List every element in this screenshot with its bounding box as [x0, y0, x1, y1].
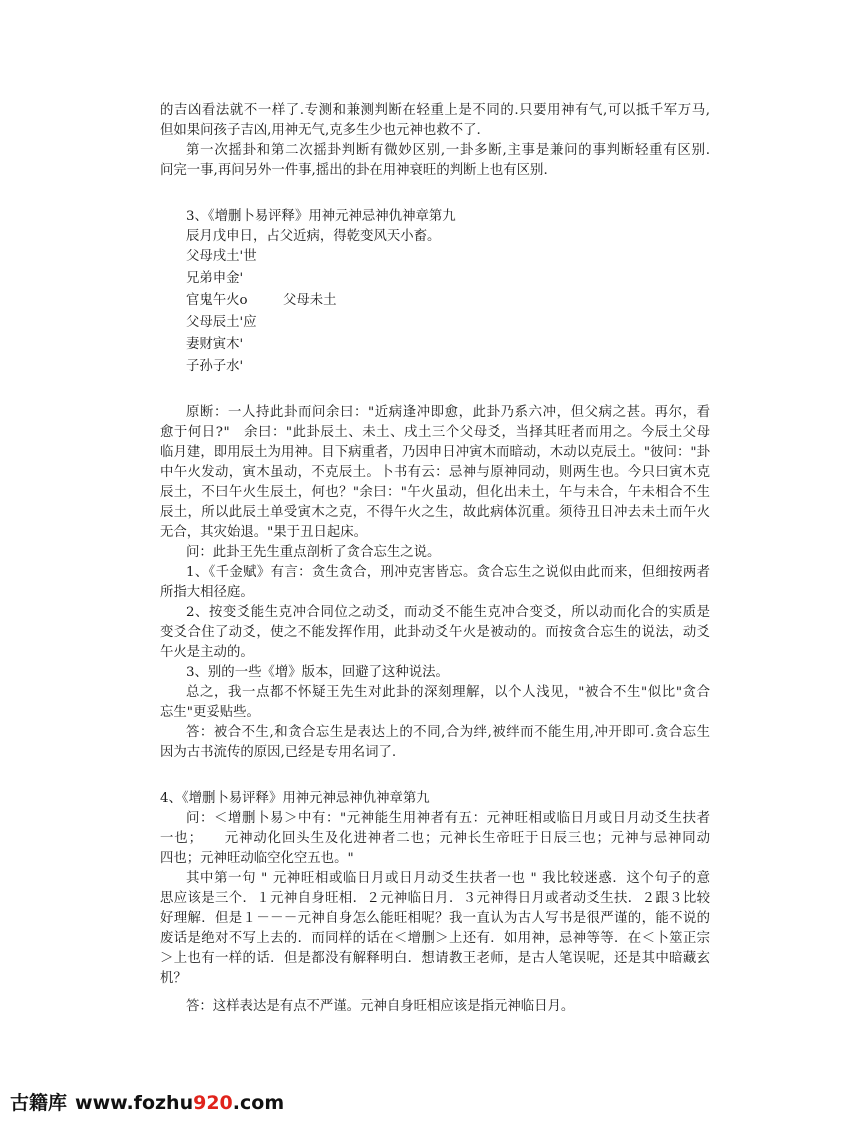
text-line: 四也；元神旺动临空化空五也。" — [160, 851, 354, 866]
footer-watermark — [10, 1088, 284, 1115]
site-name: 古籍库 — [10, 1092, 68, 1114]
text-line: 3、《增删卜易评释》用神元神忌神仇神章第九 — [186, 209, 456, 224]
text-line: 第一次摇卦和第二次摇卦判断有微妙区别,一卦多断,主事是兼问的事判断轻重有区别. — [186, 143, 711, 158]
text-line: 好理解．但是１－－－元神自身怎么能旺相呢？我一直认为古人写书是很严谨的，能不说的 — [160, 911, 711, 926]
text-line: 答：被合不生,和贪合忘生是表达上的不同,合为绊,被绊而不能生用,冲开即可.贪合忘生 — [186, 725, 711, 740]
text-line: 忘生"更妥贴些。 — [160, 705, 260, 720]
text-line: 临月建，即用辰土为用神。目下病重者，乃因申日冲寅木而暗动，木动以克辰土。"彼问："卦 — [160, 445, 711, 460]
text-line: 子孙子水' — [186, 359, 244, 374]
site-url: www.fozhu920.com — [75, 1092, 285, 1114]
text-line: 所指大相径庭。 — [160, 585, 254, 600]
text-line: 妻财寅木' — [186, 337, 244, 352]
text-line: 变爻合住了动爻，使之不能发挥作用，此卦动爻午火是被动的。而按贪合忘生的说法，动爻 — [160, 625, 711, 640]
text-line: 官鬼午火o — [186, 293, 248, 308]
text-line: 无合，其灾始退。"果于丑日起床。 — [160, 525, 368, 540]
text-line: 问：＜增删卜易＞中有："元神能生用神者有五：元神旺相或临日月或日月动爻生扶者 — [186, 811, 711, 826]
text-line: 机？ — [160, 971, 187, 986]
text-line: 父母未土 — [283, 293, 337, 308]
text-line: 其中第一句 " 元神旺相或临日月或日月动爻生扶者一也 " 我比较迷惑．这个句子的意 — [186, 871, 711, 886]
text-line: 3、别的一些《增》版本，回避了这种说法。 — [186, 665, 449, 680]
text-line: 4、《增删卜易评释》用神元神忌神仇神章第九 — [160, 791, 430, 806]
text-line: 2、按变爻能生克冲合同位之动爻，而动爻不能生克冲合变爻，所以动而化合的实质是 — [186, 605, 711, 620]
text-line: 父母戌土'世 — [186, 249, 257, 264]
text-line: 但如果问孩子吉凶,用神无气,克多生少也元神也救不了. — [160, 123, 481, 138]
text-line: 父母辰土'应 — [186, 315, 257, 330]
text-line: 原断：一人持此卦而问余曰："近病逢冲即愈，此卦乃系六冲，但父病之甚。再尔，看 — [186, 405, 711, 420]
text-line: 午火是主动的。 — [160, 645, 254, 660]
text-line: 辰土，所以此辰土单受寅木之克，不得午火之生，故此病体沉重。须待丑日冲去未土而午火 — [160, 505, 711, 520]
text-line: 思应该是三个．１元神自身旺相．２元神临日月．３元神得日月或者动爻生扶．２跟３比较 — [160, 891, 711, 906]
text-line: 总之，我一点都不怀疑王先生对此卦的深刻理解，以个人浅见，"被合不生"似比"贪合 — [186, 685, 711, 700]
text-line: 兄弟申金' — [186, 271, 244, 286]
text-line: 1、《千金赋》有言：贪生贪合，刑冲克害皆忘。贪合忘生之说似由此而来，但细按两者 — [186, 565, 711, 580]
text-line: 废话是绝对不写上去的．而同样的话在＜增删＞上还有．如用神，忌神等等．在＜卜筮正宗 — [160, 931, 711, 946]
text-line: 中午火发动，寅木虽动，不克辰土。卜书有云：忌神与原神同动，则两生也。今只曰寅木克 — [160, 465, 711, 480]
text-line: 辰月戊申日，占父近病，得乾变风天小畜。 — [186, 229, 441, 244]
text-line: 愈于何日?" 余曰："此卦辰土、未土、戌土三个父母爻，当择其旺者而用之。今辰土父母 — [160, 425, 711, 440]
text-line: 问：此卦王先生重点剖析了贪合忘生之说。 — [186, 545, 441, 560]
text-line: 问完一事,再问另外一件事,摇出的卦在用神衰旺的判断上也有区别. — [160, 163, 548, 178]
text-line: 的吉凶看法就不一样了.专测和兼测判断在轻重上是不同的.只要用神有气,可以抵千军万马, — [160, 103, 711, 118]
text-line: ＞上也有一样的话．但是都没有解释明白．想请教王老师，是古人笔误呢，还是其中暗藏玄 — [160, 951, 711, 966]
text-line: 辰土，不曰午火生辰土，何也？"余曰："午火虽动，但化出未土，午与未合，午未相合不生 — [160, 485, 711, 500]
text-line: 因为古书流传的原因,已经是专用名词了. — [160, 745, 397, 760]
text-line: 答：这样表达是有点不严谨。元神自身旺相应该是指元神临日月。 — [186, 999, 575, 1014]
text-line: 一也； 元神动化回头生及化进神者二也；元神长生帝旺于日辰三也；元神与忌神同动 — [160, 831, 711, 846]
